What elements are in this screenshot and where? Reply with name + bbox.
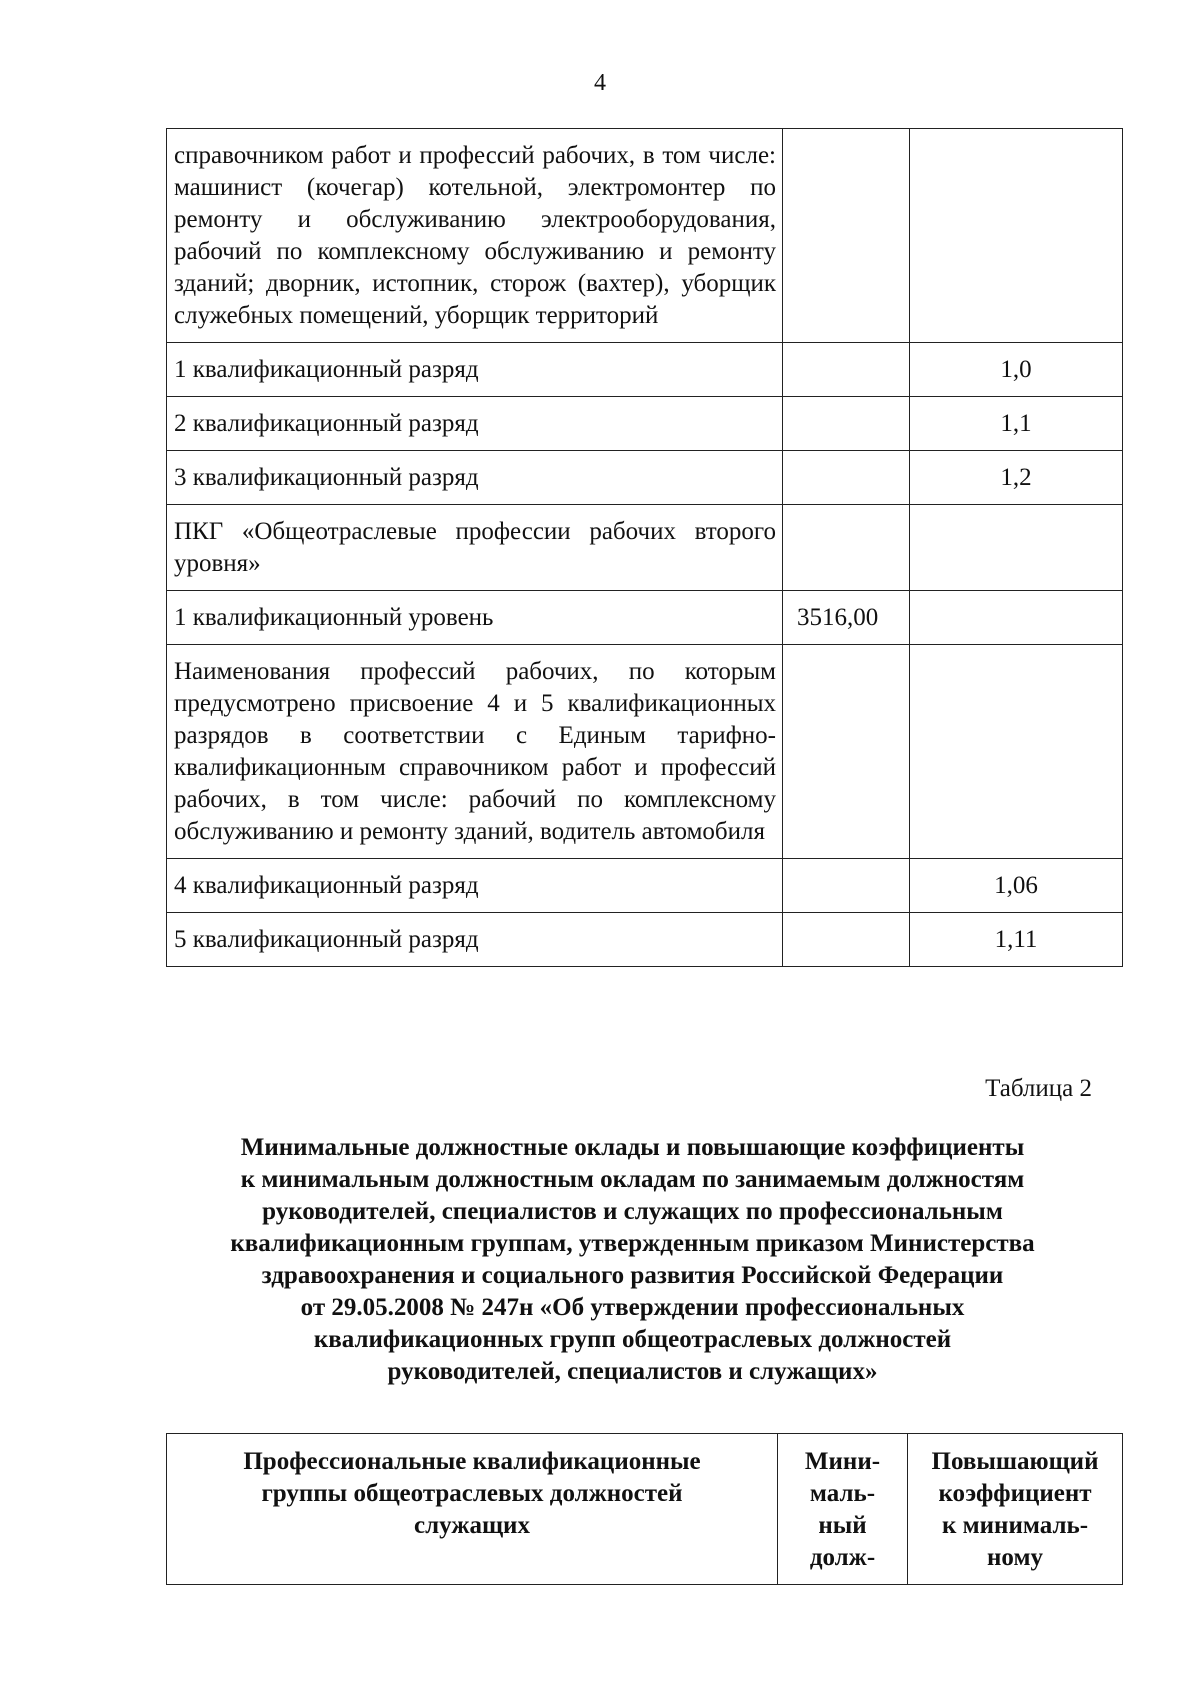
salary-cell: 3516,00: [783, 591, 910, 645]
coefficient-cell: [910, 129, 1123, 343]
header-cell-groups: Профессиональные квалификационные группы общеотраслевых должностей служащих: [167, 1434, 778, 1585]
table-2-label: Таблица 2: [985, 1075, 1092, 1102]
coefficient-cell: 1,06: [910, 859, 1123, 913]
coefficient-cell: 1,1: [910, 397, 1123, 451]
profession-group-cell: 1 квалификационный уровень: [167, 591, 783, 645]
table-row: [167, 397, 1123, 451]
heading-line: квалификационных групп общеотраслевых должностей: [313, 1326, 952, 1353]
salary-cell: [783, 343, 910, 397]
salary-cell: [783, 505, 910, 591]
table-row: [167, 343, 1123, 397]
profession-group-cell: 2 квалификационный разряд: [167, 397, 783, 451]
table-row: [167, 913, 1123, 967]
profession-group-cell: ПКГ «Общеотраслевые профессии рабочих второго уровня»: [167, 505, 783, 591]
table-row: [167, 859, 1123, 913]
coefficient-cell: 1,0: [910, 343, 1123, 397]
table-2-heading: [140, 1132, 1125, 1388]
heading-line: здравоохранения и социального развития Российской Федерации: [261, 1262, 1004, 1289]
header-cell-min-salary: Мини- маль- ный долж-: [778, 1434, 908, 1585]
coefficients-table-1: [166, 128, 1123, 967]
profession-group-cell: справочником работ и профессий рабочих, в том числе: машинист (кочегар) котельной, электромонтер по ремонту и обслуживанию электрооборудования, рабочий по комплексному обслуживанию и ремонту зданий; дворник, истопник, сторож (вахтер), уборщик служебных помещений, уборщик территорий: [167, 129, 783, 343]
page-number: 4: [594, 70, 606, 96]
heading-line: от 29.05.2008 № 247н «Об утверждении профессиональных: [300, 1294, 965, 1321]
salary-cell: [783, 913, 910, 967]
table-row: [167, 129, 1123, 343]
heading-line: руководителей, специалистов и служащих по профессиональным: [262, 1198, 1003, 1225]
salary-cell: [783, 645, 910, 859]
heading-line: Минимальные должностные оклады и повышающие коэффициенты: [240, 1134, 1025, 1161]
table-row: [167, 505, 1123, 591]
salary-cell: [783, 129, 910, 343]
profession-group-cell: 3 квалификационный разряд: [167, 451, 783, 505]
profession-group-cell: 4 квалификационный разряд: [167, 859, 783, 913]
coefficient-cell: 1,11: [910, 913, 1123, 967]
coefficient-cell: [910, 591, 1123, 645]
header-cell-coefficient: Повышающий коэффициент к минималь- ному: [908, 1434, 1123, 1585]
coefficients-table-2: [166, 1433, 1123, 1585]
heading-line: руководителей, специалистов и служащих»: [387, 1358, 878, 1385]
coefficient-cell: [910, 645, 1123, 859]
coefficient-cell: 1,2: [910, 451, 1123, 505]
table-row: [167, 451, 1123, 505]
salary-cell: [783, 451, 910, 505]
profession-group-cell: 5 квалификационный разряд: [167, 913, 783, 967]
heading-line: к минимальным должностным окладам по занимаемым должностям: [240, 1166, 1025, 1193]
table-row: [167, 591, 1123, 645]
profession-group-cell: Наименования профессий рабочих, по которым предусмотрено присвоение 4 и 5 квалификационных разрядов в соответствии с Единым тарифно-квалификационным справочником работ и профессий рабочих, в том числе: рабочий по комплексному обслуживанию и ремонту зданий, водитель автомобиля: [167, 645, 783, 859]
table-row: [167, 645, 1123, 859]
heading-line: квалификационным группам, утвержденным приказом Министерства: [230, 1230, 1035, 1257]
coefficient-cell: [910, 505, 1123, 591]
table-header-row: [167, 1434, 1123, 1585]
salary-cell: [783, 397, 910, 451]
salary-cell: [783, 859, 910, 913]
profession-group-cell: 1 квалификационный разряд: [167, 343, 783, 397]
